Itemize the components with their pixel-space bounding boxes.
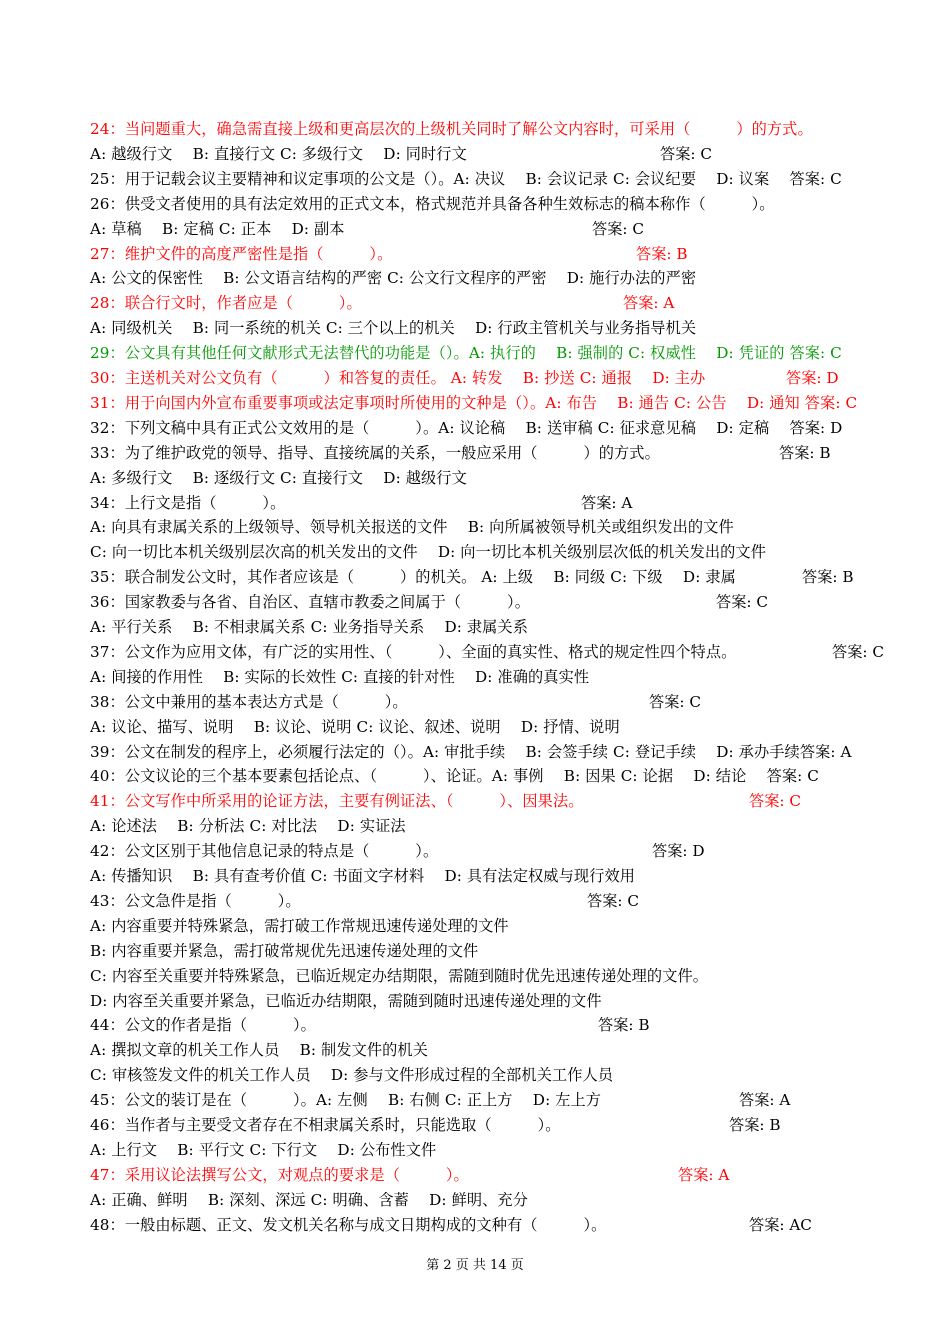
answer-label: 答案: AC: [749, 1215, 812, 1234]
text-line: A: 撰拟文章的机关工作人员 B: 制发文件的机关: [90, 1041, 429, 1060]
text-line: 43：公文急件是指（ ）。: [90, 891, 301, 910]
text-line: 37：公文作为应用文体，有广泛的实用性、（ ）、全面的真实性、格式的规定性四个特点。: [90, 642, 737, 661]
text-line: 39：公文在制发的程序上，必须履行法定的（）。A: 审批手续 B: 会签手续 C: 登记手续 D: 承办手续答案: A: [90, 742, 852, 761]
text-line: A: 间接的作用性 B: 实际的长效性 C: 直接的针对性 D: 准确的真实性: [90, 667, 590, 686]
text-line: 41：公文写作中所采用的论证方法，主要有例证法、（ ）、因果法。: [90, 792, 584, 811]
text-line: A: 同级机关 B: 同一系统的机关 C: 三个以上的机关 D: 行政主管机关与业务指导机关: [90, 319, 697, 338]
answer-label: 答案: B: [636, 244, 688, 263]
text-line: C: 审核签发文件的机关工作人员 D: 参与文件形成过程的全部机关工作人员: [90, 1066, 614, 1085]
text-line: 48：一般由标题、正文、发文机关名称与成文日期构成的文种有（ ）。: [90, 1215, 607, 1234]
answer-label: 答案: A: [739, 1091, 791, 1110]
text-line: A: 公文的保密性 B: 公文语言结构的严密 C: 公文行文程序的严密 D: 施行办法的严密: [90, 269, 697, 288]
answer-label: 答案: C: [592, 219, 644, 238]
text-line: 29：公文具有其他任何文献形式无法替代的功能是（）。A: 执行的 B: 强制的 C: 权威性 D: 凭证的 答案: C: [90, 344, 842, 363]
text-line: 25：用于记载会议主要精神和议定事项的公文是（）。A: 决议 B: 会议记录 C: 会议纪要 D: 议案 答案: C: [90, 169, 842, 188]
text-line: 34：上行文是指（ ）。: [90, 493, 286, 512]
text-line: A: 内容重要并特殊紧急，需打破工作常规迅速传递处理的文件: [90, 916, 509, 935]
text-line: 35：联合制发公文时，其作者应该是（ ）的机关。 A: 上级 B: 同级 C: 下级 D: 隶属: [90, 568, 736, 587]
text-line: C: 内容至关重要并特殊紧急，已临近规定办结期限，需随到随时优先迅速传递处理的文件。: [90, 966, 709, 985]
text-line: 44：公文的作者是指（ ）。: [90, 1016, 316, 1035]
answer-label: 答案: C: [716, 593, 768, 612]
text-line: 42：公文区别于其他信息记录的特点是（ ）。: [90, 842, 439, 861]
text-line: A: 越级行文 B: 直接行文 C: 多级行文 D: 同时行文: [90, 144, 467, 163]
text-line: 40：公文议论的三个基本要素包括论点、（ ）、论证。A: 事例 B: 因果 C: 论据 D: 结论 答案: C: [90, 767, 820, 786]
text-line: 45：公文的装订是在（ ）。A: 左侧 B: 右侧 C: 正上方 D: 左上方: [90, 1091, 602, 1110]
answer-label: 答案: C: [660, 144, 712, 163]
answer-label: 答案: D: [786, 369, 839, 387]
text-line: A: 正确、鲜明 B: 深刻、深远 C: 明确、含蓄 D: 鲜明、充分: [90, 1190, 529, 1209]
answer-label: 答案: A: [581, 493, 633, 512]
answer-label: 答案: C: [587, 891, 639, 910]
answer-label: 答案: C: [749, 792, 801, 811]
text-line: 27：维护文件的高度严密性是指（ ）。: [90, 244, 393, 263]
text-line: D: 内容至关重要并紧急，已临近办结期限，需随到随时迅速传递处理的文件: [90, 991, 602, 1010]
page-footer: 第 2 页 共 14 页: [426, 1258, 524, 1273]
text-line: 31：用于向国内外宣布重要事项或法定事项时所使用的文种是（）。A: 布告 B: 通告 C: 公告 D: 通知 答案: C: [90, 393, 858, 412]
text-line: 46：当作者与主要受文者存在不相隶属关系时，只能选取（ ）。: [90, 1116, 561, 1134]
text-line: A: 上行文 B: 平行文 C: 下行文 D: 公布性文件: [90, 1140, 437, 1159]
text-line: 24：当问题重大，确急需直接上级和更高层次的上级机关同时了解公文内容时，可采用（ ）的方式。: [90, 120, 813, 138]
answer-label: 答案: B: [802, 568, 854, 587]
answer-label: 答案: A: [678, 1165, 730, 1184]
text-line: 33：为了维护政党的领导、指导、直接统属的关系，一般应采用（ ）的方式。: [90, 443, 660, 462]
text-line: 26：供受文者使用的具有法定效用的正式文本，格式规范并具备各种生效标志的稿本称作（ ）。: [90, 194, 775, 213]
text-line: A: 草稿 B: 定稿 C: 正本 D: 副本: [90, 219, 345, 238]
text-line: 36：国家教委与各省、自治区、直辖市教委之间属于（ ）。: [90, 593, 530, 612]
answer-label: 答案: C: [649, 692, 701, 711]
text-line: 47：采用议论法撰写公文，对观点的要求是（ ）。: [90, 1165, 469, 1184]
text-line: 28：联合行文时，作者应是（ ）。: [90, 294, 362, 313]
answer-label: 答案: B: [729, 1116, 781, 1134]
text-line: A: 平行关系 B: 不相隶属关系 C: 业务指导关系 D: 隶属关系: [90, 618, 529, 636]
text-line: A: 传播知识 B: 具有查考价值 C: 书面文字材料 D: 具有法定权威与现行效用: [90, 867, 636, 885]
answer-label: 答案: C: [832, 642, 884, 661]
answer-label: 答案: A: [623, 294, 675, 313]
text-line: 38：公文中兼用的基本表达方式是（ ）。: [90, 692, 408, 711]
text-line: A: 议论、描写、说明 B: 议论、说明 C: 议论、叙述、说明 D: 抒情、说明: [90, 717, 620, 736]
text-line: 32：下列文稿中具有正式公文效用的是（ ）。A: 议论稿 B: 送审稿 C: 征求意见稿 D: 定稿 答案: D: [90, 418, 843, 437]
answer-label: 答案: B: [779, 443, 831, 462]
text-line: A: 论述法 B: 分析法 C: 对比法 D: 实证法: [90, 817, 406, 836]
text-line: A: 多级行文 B: 逐级行文 C: 直接行文 D: 越级行文: [90, 468, 467, 487]
text-line: B: 内容重要并紧急，需打破常规优先迅速传递处理的文件: [90, 941, 479, 960]
text-line: A: 向具有隶属关系的上级领导、领导机关报送的文件 B: 向所属被领导机关或组织发出的文件: [90, 518, 734, 537]
answer-label: 答案: D: [652, 842, 705, 861]
text-line: C: 向一切比本机关级别层次高的机关发出的文件 D: 向一切比本机关级别层次低的机关发出的文件: [90, 543, 767, 562]
answer-label: 答案: B: [598, 1016, 650, 1035]
text-line: 30：主送机关对公文负有（ ）和答复的责任。 A: 转发 B: 抄送 C: 通报 D: 主办: [90, 369, 706, 387]
